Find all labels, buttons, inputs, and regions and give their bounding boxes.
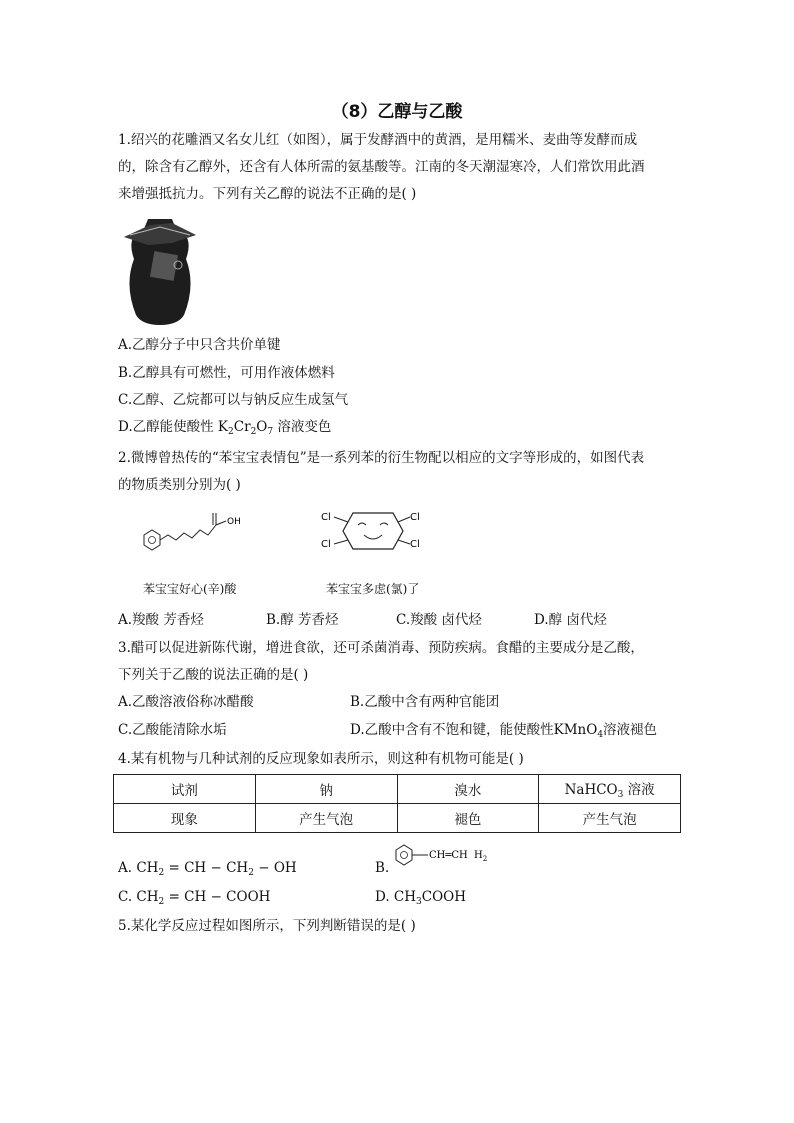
q2-option-a: A.羧酸 芳香烃 bbox=[118, 612, 204, 628]
table-cell: 溴水 bbox=[397, 775, 539, 804]
cl-label-tl: Cl bbox=[321, 512, 331, 523]
q3-option-a: A.乙酸溶液俗称冰醋酸 bbox=[118, 694, 254, 710]
caption-chloro: 苯宝宝多虑(氯)了 bbox=[326, 582, 420, 596]
q4-option-c: C. $CH_2$ = CH − COOH bbox=[118, 889, 271, 907]
q4-text-line1: 4.某有机物与几种试剂的反应现象如表所示，则这种有机物可能是( ) bbox=[118, 751, 524, 767]
q4-option-d: D. $CH_3COOH$ bbox=[375, 889, 467, 907]
q1-option-d: D.乙醇能使酸性 $K_2Cr_2O_7$ 溶液变色 bbox=[118, 419, 332, 437]
table-cell: 产生气泡 bbox=[539, 804, 681, 833]
oh-label: OH bbox=[227, 517, 241, 527]
q1-option-a: A.乙醇分子中只含共价单键 bbox=[118, 337, 281, 353]
q2-text-line1: 2.微博曾热传的“苯宝宝表情包”是一系列苯的衍生物配以相应的文字等形成的，如图代表 bbox=[118, 450, 645, 466]
reaction-table bbox=[113, 774, 681, 833]
q3-option-c: C.乙酸能清除水垢 bbox=[118, 722, 227, 738]
q1-option-c: C.乙醇、乙烷都可以与钠反应生成氢气 bbox=[118, 392, 349, 408]
page-title: （8）乙醇与乙酸 bbox=[331, 102, 463, 122]
table-cell: 褪色 bbox=[397, 804, 539, 833]
table-cell: 现象 bbox=[114, 804, 256, 833]
q3-text-line1: 3.醋可以促进新陈代谢，增进食欲，还可杀菌消毒、预防疾病。食醋的主要成分是乙酸， bbox=[118, 640, 644, 656]
cl-label-bl: Cl bbox=[321, 539, 331, 550]
q2-option-b: B.醇 芳香烃 bbox=[266, 612, 339, 628]
wine-jar-image bbox=[120, 215, 200, 327]
table-cell: 产生气泡 bbox=[255, 804, 397, 833]
q1-text-line3: 来增强抵抗力。下列有关乙醇的说法不正确的是( ) bbox=[118, 186, 417, 202]
cl-label-br: Cl bbox=[410, 539, 420, 550]
q4-option-b: B. bbox=[375, 860, 390, 876]
octanoic-acid-structure bbox=[128, 505, 258, 565]
caption-octanoic: 苯宝宝好心(辛)酸 bbox=[143, 582, 237, 596]
cl-label-tr: Cl bbox=[410, 512, 420, 523]
styrene-structure bbox=[388, 840, 498, 870]
q5-text-line1: 5.某化学反应过程如图所示，下列判断错误的是( ) bbox=[118, 918, 416, 934]
q1-text-line1: 1.绍兴的花雕酒又名女儿红（如图），属于发酵酒中的黄酒，是用糯米、麦曲等发酵而成 bbox=[118, 132, 638, 148]
q1-option-b: B.乙醇具有可燃性，可用作液体燃料 bbox=[118, 365, 335, 381]
table-cell: 钠 bbox=[255, 775, 397, 804]
styrene-label: CH═CH bbox=[429, 850, 468, 861]
q3-option-b: B.乙酸中含有两种官能团 bbox=[350, 694, 500, 710]
q2-option-d: D.醇 卤代烃 bbox=[534, 612, 607, 628]
table-cell: 试剂 bbox=[114, 775, 256, 804]
table-row bbox=[114, 775, 681, 804]
q4-option-a: A. $CH_2$ = CH − $CH_2$ − OH bbox=[118, 860, 297, 878]
q3-option-d: D.乙酸中含有不饱和键，能使酸性KMnO$_4$溶液褪色 bbox=[350, 722, 658, 740]
q3-text-line2: 下列关于乙酸的说法正确的是( ) bbox=[118, 667, 309, 683]
q2-option-c: C.羧酸 卤代烃 bbox=[396, 612, 482, 628]
q1-text-line2: 的，除含有乙醇外，还含有人体所需的氨基酸等。江南的冬天潮湿寒冷，人们常饮用此酒 bbox=[118, 159, 645, 175]
q2-text-line2: 的物质类别分别为( ) bbox=[118, 477, 241, 493]
tetrachlorobenzene-structure bbox=[318, 505, 438, 557]
svg-text:H2: $H_2$ bbox=[474, 850, 488, 863]
table-cell: NaHCO$_3$ 溶液 bbox=[539, 775, 681, 804]
table-row bbox=[114, 804, 681, 833]
